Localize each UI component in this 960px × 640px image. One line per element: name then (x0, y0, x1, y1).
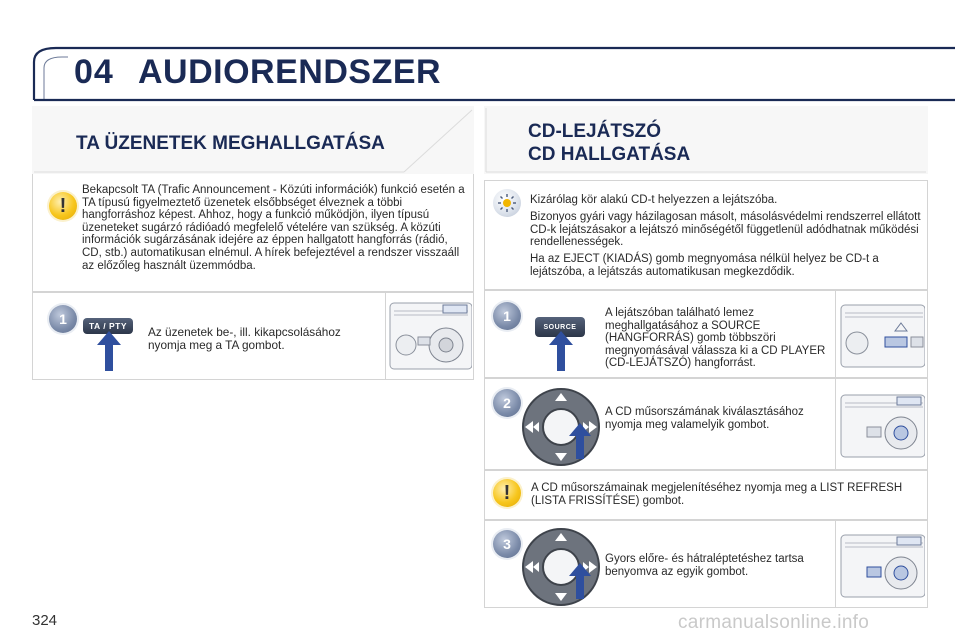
press-arrow-icon (97, 331, 121, 371)
cd-step3-panel (484, 520, 928, 608)
cd-info-p1: Kizárólag kör alakú CD-t helyezzen a lejátszóba. (530, 194, 778, 206)
right-section-title-line1: CD-LEJÁTSZÓ (528, 121, 661, 142)
press-arrow-icon (569, 563, 591, 599)
press-arrow-icon (569, 423, 591, 459)
ta-warning-panel (32, 174, 474, 292)
step-number-badge: 2 (493, 389, 521, 417)
cd-info-p2: Bizonyos gyári vagy házilagosan másolt, másolásvédelmi rendszerrel ellátott CD-k lejátszásakor a lejátszó minőségétől függetlenül adódhatnak működési rendellenességek. (530, 211, 921, 249)
step-number-badge: 1 (493, 302, 521, 330)
warning-icon: ! (49, 192, 77, 220)
left-section-title: TA ÜZENETEK MEGHALLGATÁSA (76, 133, 385, 154)
radio-panel-ta-illustration (388, 301, 472, 371)
page-number: 324 (32, 612, 58, 629)
radio-panel-source-illustration (839, 303, 925, 369)
right-section-title-line2: CD HALLGATÁSA (528, 144, 691, 165)
cd-info-panel (484, 180, 928, 290)
watermark-text: carmanualsonline.info (678, 612, 870, 633)
ta-step1-panel (32, 292, 474, 380)
ta-warning-text: Bekapcsolt TA (Trafic Announcement - Közúti információk) funkció esetén a TA típusú figyelmeztető üzenetek elsőbbséget élveznek a többi hangforráshoz képest. Ahhoz, hogy a funkció működjön, ilyen típusú üzeneteket sugárzó rádióadó megfelelő vételére van szükség. A közúti információk sugárzásának idejére az éppen hallgatott hangforrás (rádió, CD, stb.) automatikusan elnémul. A hírek befejeztével a rendszer visszaáll az előzőleg használt üzemmódba. (82, 184, 465, 272)
cd-list-warning-panel (484, 470, 928, 520)
cd-step1-text: A lejátszóban található lemez meghallgatásához a SOURCE (HANGFORRÁS) gomb többszöri megnyomásával válassza ki a CD PLAYER (CD-LEJÁTSZÓ) hangforrást. (605, 307, 826, 370)
step-number-badge: 1 (49, 305, 77, 333)
cd-step1-panel (484, 290, 928, 378)
step-number-badge: 3 (493, 530, 521, 558)
cd-step3-text: Gyors előre- és hátraléptetéshez tartsa benyomva az egyik gombot. (605, 553, 804, 578)
source-button-icon: SOURCE (535, 317, 585, 337)
cd-step2-text: A CD műsorszámának kiválasztásához nyomja meg valamelyik gombot. (605, 406, 804, 431)
radio-panel-dial-illustration (839, 533, 925, 599)
cd-step2-panel (484, 378, 928, 470)
chapter-number: 04 (74, 53, 114, 91)
ta-pty-button-icon: TA / PTY (83, 318, 133, 334)
warning-icon: ! (493, 479, 521, 507)
cd-info-p3: Ha az EJECT (KIADÁS) gomb megnyomása nélkül helyez be CD-t a lejátszóba, a lejátszás automatikusan megkezdődik. (530, 253, 879, 278)
radio-panel-dial-illustration (839, 393, 925, 459)
ta-step1-text: Az üzenetek be-, ill. kikapcsolásához nyomja meg a TA gombot. (148, 325, 341, 352)
left-title-panel (32, 106, 474, 174)
cd-list-warning-text: A CD műsorszámainak megjelenítéséhez nyomja meg a LIST REFRESH (LISTA FRISSÍTÉSE) gombot. (531, 482, 903, 507)
press-arrow-icon (549, 331, 573, 371)
right-title-panel (484, 106, 928, 174)
chapter-title: AUDIORENDSZER (138, 53, 442, 91)
info-sun-icon (493, 189, 521, 217)
